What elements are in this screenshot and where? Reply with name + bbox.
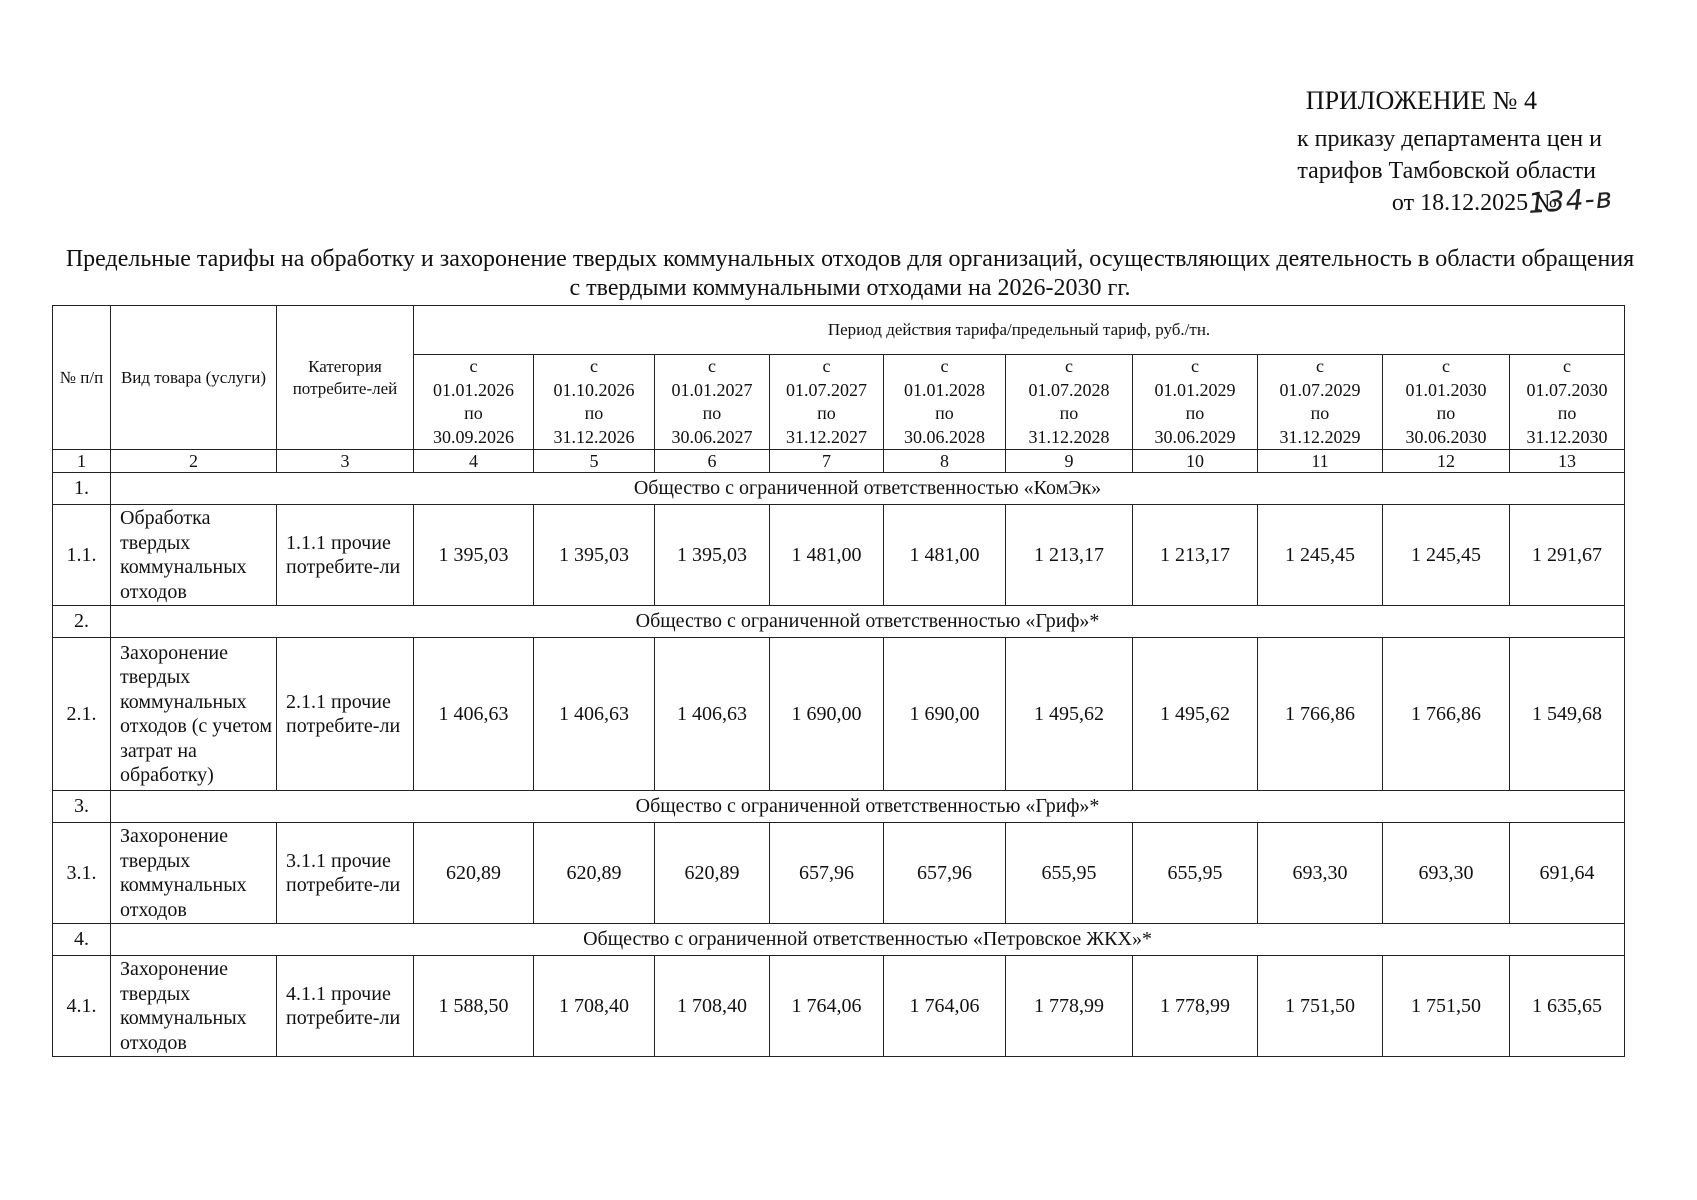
tariff-value: 1 764,06: [884, 956, 1006, 1057]
period-start: 01.07.2027: [786, 379, 867, 400]
column-number: 1: [53, 450, 111, 473]
period-to: по: [1059, 403, 1079, 423]
tariff-value: 1 245,45: [1383, 505, 1510, 606]
service-name: Захоронение твердых коммунальных отходов (с учетом затрат на обработку): [111, 638, 277, 791]
header-period: Период действия тарифа/предельный тариф, руб./тн.: [414, 306, 1625, 355]
tariff-value: 620,89: [655, 823, 770, 924]
period-end: 30.06.2027: [671, 426, 753, 447]
period-end: 31.12.2027: [786, 426, 867, 447]
row-number: 2.1.: [53, 638, 111, 791]
organization-name: Общество с ограниченной ответственностью «Гриф»*: [111, 791, 1625, 823]
tariff-table-body: [53, 473, 1625, 1057]
document-title: Предельные тарифы на обработку и захоронение твердых коммунальных отходов для организаций, осуществляющих деятельность в области обращения с твердыми коммунальными отходами на 2026-2030 гг.: [65, 246, 1635, 301]
tariff-value: 1 690,00: [770, 638, 884, 791]
tariff-value: 620,89: [534, 823, 655, 924]
column-number: 7: [770, 450, 884, 473]
period-to: по: [1436, 403, 1456, 423]
service-name: Захоронение твердых коммунальных отходов: [111, 823, 277, 924]
column-number: 13: [1510, 450, 1625, 473]
tariff-value: 1 751,50: [1258, 956, 1383, 1057]
period-cell: [414, 355, 534, 450]
table-row: [53, 638, 1625, 791]
consumer-category: 2.1.1 прочие потребите-ли: [277, 638, 414, 791]
period-end: 30.06.2029: [1154, 426, 1236, 447]
consumer-category: 3.1.1 прочие потребите-ли: [277, 823, 414, 924]
period-to: по: [464, 403, 483, 423]
period-from: с: [1065, 356, 1073, 376]
tariff-value: 1 778,99: [1006, 956, 1133, 1057]
period-start: 01.01.2028: [904, 379, 985, 400]
organization-row: [53, 606, 1625, 638]
tariff-value: 1 635,65: [1510, 956, 1625, 1057]
period-from: с: [1316, 356, 1324, 376]
tariff-value: 1 395,03: [534, 505, 655, 606]
period-start: 01.01.2026: [433, 379, 514, 400]
tariff-value: 1 213,17: [1133, 505, 1258, 606]
period-from: с: [1563, 356, 1572, 376]
period-from: с: [590, 356, 598, 376]
period-end: 31.12.2028: [1028, 426, 1110, 447]
tariff-value: 693,30: [1258, 823, 1383, 924]
tariff-value: 693,30: [1383, 823, 1510, 924]
period-end: 30.06.2028: [904, 426, 985, 447]
tariff-value: 1 481,00: [884, 505, 1006, 606]
period-cell: [655, 355, 770, 450]
tariff-value: 1 708,40: [655, 956, 770, 1057]
organization-number: 1.: [53, 473, 111, 505]
tariff-value: 1 764,06: [770, 956, 884, 1057]
tariff-value: 1 395,03: [414, 505, 534, 606]
appendix-date-line: от 18.12.2025 №: [1391, 190, 1557, 216]
tariff-value: 657,96: [884, 823, 1006, 924]
column-number: 12: [1383, 450, 1510, 473]
period-from: с: [1442, 356, 1450, 376]
period-start: 01.01.2027: [671, 379, 753, 400]
column-number: 8: [884, 450, 1006, 473]
column-number: 2: [111, 450, 277, 473]
organization-row: [53, 791, 1625, 823]
consumer-category: 4.1.1 прочие потребите-ли: [277, 956, 414, 1057]
period-cell: [1133, 355, 1258, 450]
tariff-value: 1 291,67: [1510, 505, 1625, 606]
row-number: 3.1.: [53, 823, 111, 924]
tariff-table: [52, 305, 1625, 1057]
column-number: 10: [1133, 450, 1258, 473]
column-number: 3: [277, 450, 414, 473]
period-cell: [1258, 355, 1383, 450]
period-from: с: [940, 356, 949, 376]
period-start: 01.01.2029: [1154, 379, 1236, 400]
header-category: Категория потребите-лей: [277, 306, 414, 450]
tariff-value: 1 549,68: [1510, 638, 1625, 791]
period-cell: [884, 355, 1006, 450]
period-end: 30.09.2026: [433, 426, 514, 447]
period-start: 01.07.2030: [1526, 379, 1608, 400]
tariff-value: 1 778,99: [1133, 956, 1258, 1057]
consumer-category: 1.1.1 прочие потребите-ли: [277, 505, 414, 606]
table-row: [53, 956, 1625, 1057]
tariff-value: 1 395,03: [655, 505, 770, 606]
tariff-value: 1 751,50: [1383, 956, 1510, 1057]
organization-number: 4.: [53, 924, 111, 956]
period-to: по: [584, 403, 604, 423]
period-cell: [770, 355, 884, 450]
table-row: [53, 823, 1625, 924]
period-cell: [1006, 355, 1133, 450]
period-to: по: [1185, 403, 1205, 423]
header-service: Вид товара (услуги): [111, 306, 277, 450]
tariff-value: 691,64: [1510, 823, 1625, 924]
period-from: с: [708, 356, 716, 376]
period-to: по: [935, 403, 954, 423]
appendix-order-line: к приказу департамента цен и: [1296, 126, 1602, 152]
appendix-department-line: тарифов Тамбовской области: [1297, 158, 1596, 184]
period-end: 31.12.2030: [1526, 426, 1608, 447]
tariff-value: 1 690,00: [884, 638, 1006, 791]
period-to: по: [702, 403, 722, 423]
tariff-value: 1 766,86: [1383, 638, 1510, 791]
period-end: 31.12.2026: [553, 426, 635, 447]
organization-number: 2.: [53, 606, 111, 638]
organization-name: Общество с ограниченной ответственностью «КомЭк»: [111, 473, 1625, 505]
tariff-value: 655,95: [1006, 823, 1133, 924]
organization-row: [53, 924, 1625, 956]
period-cell: [1383, 355, 1510, 450]
column-number: 4: [414, 450, 534, 473]
period-to: по: [817, 403, 836, 423]
tariff-value: 1 495,62: [1133, 638, 1258, 791]
organization-number: 3.: [53, 791, 111, 823]
period-start: 01.10.2026: [553, 379, 635, 400]
period-from: с: [1191, 356, 1199, 376]
handwritten-order-number: 134-в: [1526, 181, 1615, 220]
tariff-value: 1 406,63: [414, 638, 534, 791]
tariff-value: 1 766,86: [1258, 638, 1383, 791]
period-start: 01.07.2029: [1279, 379, 1361, 400]
period-from: с: [469, 356, 478, 376]
period-start: 01.07.2028: [1028, 379, 1110, 400]
organization-name: Общество с ограниченной ответственностью «Петровское ЖКХ»*: [111, 924, 1625, 956]
period-from: с: [822, 356, 831, 376]
service-name: Обработка твердых коммунальных отходов: [111, 505, 277, 606]
tariff-value: 657,96: [770, 823, 884, 924]
appendix-number: ПРИЛОЖЕНИЕ № 4: [1305, 86, 1537, 115]
period-to: по: [1310, 403, 1330, 423]
tariff-value: 1 708,40: [534, 956, 655, 1057]
tariff-value: 620,89: [414, 823, 534, 924]
tariff-value: 1 213,17: [1006, 505, 1133, 606]
period-cell: [534, 355, 655, 450]
tariff-value: 1 588,50: [414, 956, 534, 1057]
table-row: [53, 505, 1625, 606]
column-number: 9: [1006, 450, 1133, 473]
header-no: № п/п: [53, 306, 111, 450]
service-name: Захоронение твердых коммунальных отходов: [111, 956, 277, 1057]
period-cell: [1510, 355, 1625, 450]
period-start: 01.01.2030: [1405, 379, 1487, 400]
tariff-value: 1 245,45: [1258, 505, 1383, 606]
column-number: 6: [655, 450, 770, 473]
period-to: по: [1557, 403, 1577, 423]
organization-row: [53, 473, 1625, 505]
period-end: 31.12.2029: [1279, 426, 1361, 447]
column-number: 11: [1258, 450, 1383, 473]
tariff-value: 1 406,63: [655, 638, 770, 791]
tariff-value: 1 406,63: [534, 638, 655, 791]
tariff-value: 1 495,62: [1006, 638, 1133, 791]
period-end: 30.06.2030: [1405, 426, 1487, 447]
tariff-value: 1 481,00: [770, 505, 884, 606]
column-number-row: [53, 450, 1625, 473]
organization-name: Общество с ограниченной ответственностью «Гриф»*: [111, 606, 1625, 638]
tariff-value: 655,95: [1133, 823, 1258, 924]
column-number: 5: [534, 450, 655, 473]
row-number: 1.1.: [53, 505, 111, 606]
row-number: 4.1.: [53, 956, 111, 1057]
